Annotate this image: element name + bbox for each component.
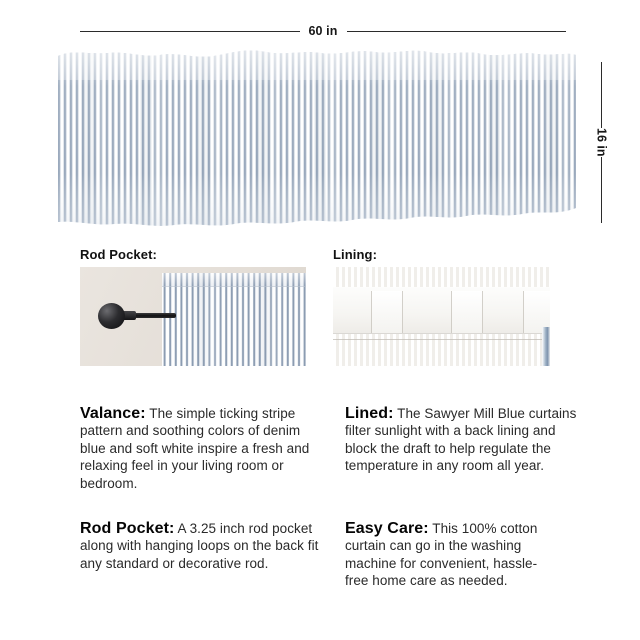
rod-pocket-inset-label: Rod Pocket: (80, 247, 157, 262)
width-dimension-label: 60 in (308, 23, 338, 38)
feature-lined-heading: Lined: (345, 404, 394, 422)
rod-pocket-detail-image (80, 267, 306, 366)
lining-hem-line (333, 339, 550, 340)
feature-easy-care-heading: Easy Care: (345, 519, 429, 537)
lining-detail-image (333, 267, 550, 366)
feature-rod-pocket (80, 520, 323, 573)
dimension-rule-left (80, 31, 300, 32)
feature-easy-care (345, 520, 550, 590)
height-dimension-label: 16 in (594, 128, 609, 157)
feature-valance (80, 405, 323, 493)
height-dimension-annotation (592, 62, 610, 223)
dimension-rule-bottom (601, 157, 602, 223)
blue-stripe-edge (542, 327, 550, 366)
dimension-rule-top (601, 62, 602, 128)
feature-valance-heading: Valance: (80, 404, 146, 422)
feature-valance-body: The simple ticking stripe pattern and soothing colors of denim blue and soft white inspire a fresh and relaxing feel in your living room or bedroom. (80, 405, 310, 491)
feature-rod-pocket-body: A 3.25 inch rod pocket along with hanging loops on the back fit any standard or decorative rod. (80, 520, 319, 571)
rod-pocket-hem (162, 273, 306, 287)
width-dimension-annotation (80, 22, 566, 40)
feature-rod-pocket-heading: Rod Pocket: (80, 519, 175, 537)
lining-band (333, 287, 550, 334)
feature-lined-body: The Sawyer Mill Blue curtains filter sunlight with a back lining and block the draft to help regulate the temperature in any room all year. (345, 405, 577, 473)
rod-finial-icon (98, 303, 125, 329)
valance-product-image (56, 46, 578, 228)
hanging-loop (451, 291, 483, 333)
feature-lined (345, 405, 580, 475)
hanging-loop (371, 291, 403, 333)
feature-easy-care-body: This 100% cotton curtain can go in the washing machine for convenient, hassle-free home care as needed. (345, 520, 538, 588)
dimension-rule-right (347, 31, 567, 32)
lining-inset-label: Lining: (333, 247, 378, 262)
